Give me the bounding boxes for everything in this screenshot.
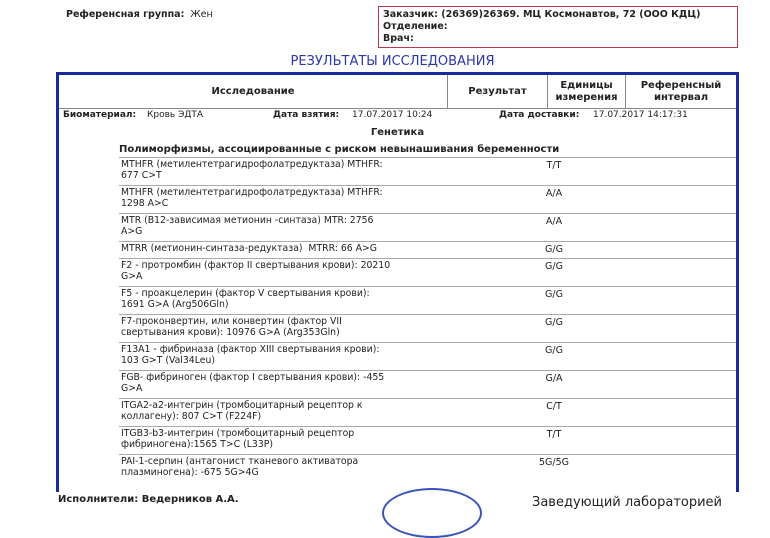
ref-group-value: Жен (190, 9, 213, 20)
result-rows (119, 157, 736, 482)
row-result: T/T (546, 160, 562, 171)
material-value: Кровь ЭДТА (147, 110, 204, 120)
col-result: Результат (448, 75, 548, 108)
row-result: C/T (546, 401, 562, 412)
table-row (119, 241, 736, 258)
row-result: A/A (545, 188, 563, 199)
row-name: F7-проконвертин, или конвертин (фактор VII свертывания крови): 10976 G>A (Arg353Gln) (121, 316, 342, 338)
table-row (119, 286, 736, 314)
row-name: F5 - проакцелерин (фактор V свертывания крови): 1691 G>A (Arg506Gln) (121, 288, 370, 310)
row-result: G/G (545, 244, 563, 255)
row-name: ITGB3-b3-интегрин (тромбоцитарный рецептор фибриногена):1565 T>C (L33P) (121, 428, 355, 450)
row-name: F13A1 - фибриназа (фактор XIII свертывания крови): 103 G>T (Val34Leu) (121, 344, 380, 366)
subsection-title: Полиморфизмы, ассоциированные с риском невынашивания беременности (119, 144, 560, 155)
taken-value: 17.07.2017 10:24 (352, 110, 433, 120)
customer-box (378, 6, 738, 48)
row-name: MTHFR (метилентетрагидрофолатредуктаза) MTHFR: 677 C>T (121, 159, 383, 181)
row-result: G/G (545, 317, 563, 328)
biomaterial-row (59, 110, 736, 124)
table-row (119, 157, 736, 185)
table-row (119, 314, 736, 342)
col-reference: Референсный интервал (640, 79, 722, 103)
performer: Исполнители: Ведерников А.А. (58, 494, 239, 505)
head-of-lab: Заведующий лабораторией (532, 495, 722, 510)
delivery-value: 17.07.2017 14:17:31 (593, 110, 688, 120)
stamp (382, 488, 482, 538)
results-table (56, 72, 739, 492)
table-row (119, 398, 736, 426)
table-row (119, 454, 736, 482)
customer-line: Заказчик: (26369)26369. МЦ Космонавтов, 72 (ООО КДЦ) (383, 9, 701, 20)
doctor-line: Врач: (383, 33, 414, 44)
row-name: PAI-1-серпин (антагонист тканевого активатора плазминогена): -675 5G>4G (121, 456, 359, 478)
table-row (119, 426, 736, 454)
table-header (59, 75, 736, 109)
row-result: G/G (545, 289, 563, 300)
table-row (119, 185, 736, 213)
row-name: FGB- фибриноген (фактор I свертывания крови): -455 G>A (121, 372, 385, 394)
table-row (119, 213, 736, 241)
row-result: T/T (546, 429, 562, 440)
row-result: G/G (545, 261, 563, 272)
row-name: MTR (B12-зависимая метионин -синтаза) MTR: 2756 A>G (121, 215, 374, 237)
row-result: G/G (545, 345, 563, 356)
section-title: Генетика (370, 127, 425, 138)
delivery-label: Дата доставки: (499, 110, 580, 120)
col-units: Единицы измерения (548, 75, 626, 108)
table-row (119, 342, 736, 370)
table-row (119, 258, 736, 286)
row-name: MTRR (метионин-синтаза-редуктаза) MTRR: 66 A>G (121, 243, 377, 254)
department-line: Отделение: (383, 21, 448, 32)
row-result: G/A (545, 373, 563, 384)
col-study: Исследование (59, 75, 448, 108)
taken-label: Дата взятия: (273, 110, 340, 120)
row-name: MTHFR (метилентетрагидрофолатредуктаза) MTHFR: 1298 A>C (121, 187, 383, 209)
page-title: РЕЗУЛЬТАТЫ ИССЛЕДОВАНИЯ (290, 54, 495, 69)
row-name: ITGA2-a2-интегрин (тромбоцитарный рецептор к коллагену): 807 C>T (F224F) (121, 400, 363, 422)
row-name: F2 - протромбин (фактор II свертывания крови): 20210 G>A (121, 260, 391, 282)
row-result: 5G/5G (538, 457, 569, 468)
material-label: Биоматериал: (63, 110, 137, 120)
row-result: A/A (545, 216, 563, 227)
ref-group-label: Референсная группа: (66, 9, 185, 20)
ref-group (66, 9, 213, 20)
table-row (119, 370, 736, 398)
